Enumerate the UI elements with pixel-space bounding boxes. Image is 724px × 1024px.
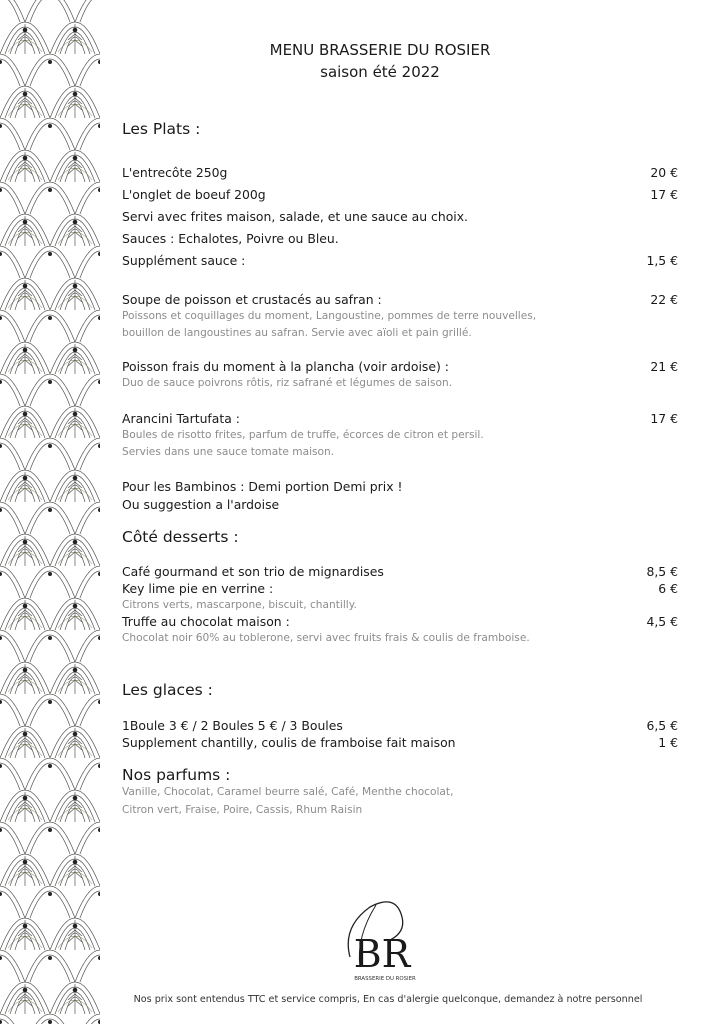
price-soupe: 22 €	[650, 292, 678, 307]
section-heading-desserts: Côté desserts :	[122, 528, 239, 546]
menu-subtitle: saison été 2022	[320, 63, 440, 81]
plats-servi-note: Servi avec frites maison, salade, et une sauce au choix.	[122, 209, 468, 224]
brasserie-logo	[336, 897, 428, 987]
desc-key-lime-pie: Citrons verts, mascarpone, biscuit, chantilly.	[122, 599, 357, 611]
parfums-line2: Citron vert, Fraise, Poire, Cassis, Rhum Raisin	[122, 804, 363, 816]
item-boules: 1Boule 3 € / 2 Boules 5 € / 3 Boules	[122, 718, 343, 733]
price-arancini: 17 €	[650, 411, 678, 426]
price-cafe-gourmand: 8,5 €	[646, 564, 678, 579]
price-key-lime-pie: 6 €	[658, 581, 678, 596]
price-entrecote: 20 €	[650, 165, 678, 180]
price-supplement-sauce: 1,5 €	[646, 253, 678, 268]
desc-poisson: Duo de sauce poivrons rôtis, riz safrané et légumes de saison.	[122, 377, 453, 389]
price-truffe-chocolat: 4,5 €	[646, 614, 678, 629]
item-truffe-chocolat: Truffe au chocolat maison :	[122, 614, 290, 629]
desc-soupe-line2: bouillon de langoustines au safran. Servie avec aïoli et pain grillé.	[122, 327, 472, 339]
item-arancini: Arancini Tartufata :	[122, 411, 240, 426]
desc-arancini-line1: Boules de risotto frites, parfum de truffe, écorces de citron et persil.	[122, 429, 484, 441]
suggestion-note: Ou suggestion a l'ardoise	[122, 497, 280, 512]
logo-caption: BRASSERIE DU ROSIER	[354, 976, 416, 982]
item-onglet: L'onglet de boeuf 200g	[122, 187, 266, 202]
price-supplement-chantilly: 1 €	[658, 735, 678, 750]
item-supplement-chantilly: Supplement chantilly, coulis de framboise fait maison	[122, 735, 456, 750]
section-heading-glaces: Les glaces :	[122, 681, 213, 699]
footer-note: Nos prix sont entendus TTC et service compris, En cas d'alergie quelconque, demandez à notre personnel	[133, 994, 643, 1005]
item-cafe-gourmand: Café gourmand et son trio de mignardises	[122, 564, 384, 579]
price-poisson: 21 €	[650, 359, 678, 374]
section-heading-parfums: Nos parfums :	[122, 766, 231, 784]
desc-arancini-line2: Servies dans une sauce tomate maison.	[122, 446, 335, 458]
section-heading-plats: Les Plats :	[122, 120, 201, 138]
price-onglet: 17 €	[650, 187, 678, 202]
desc-truffe-chocolat: Chocolat noir 60% au toblerone, servi avec fruits frais & coulis de framboise.	[122, 632, 530, 644]
item-entrecote: L'entrecôte 250g	[122, 165, 228, 180]
plats-sauces-note: Sauces : Echalotes, Poivre ou Bleu.	[122, 231, 339, 246]
item-key-lime-pie: Key lime pie en verrine :	[122, 581, 274, 596]
logo-letters: BR	[353, 932, 411, 976]
desc-soupe-line1: Poissons et coquillages du moment, Langoustine, pommes de terre nouvelles,	[122, 310, 537, 322]
bambinos-note: Pour les Bambinos : Demi portion Demi prix !	[122, 479, 403, 494]
item-poisson: Poisson frais du moment à la plancha (voir ardoise) :	[122, 359, 449, 374]
parfums-line1: Vanille, Chocolat, Caramel beurre salé, Café, Menthe chocolat,	[122, 786, 454, 798]
art-deco-side-pattern	[0, 0, 100, 1024]
menu-title: MENU BRASSERIE DU ROSIER	[269, 41, 491, 59]
price-boules: 6,5 €	[646, 718, 678, 733]
item-supplement-sauce: Supplément sauce :	[122, 253, 246, 268]
item-soupe: Soupe de poisson et crustacés au safran :	[122, 292, 382, 307]
